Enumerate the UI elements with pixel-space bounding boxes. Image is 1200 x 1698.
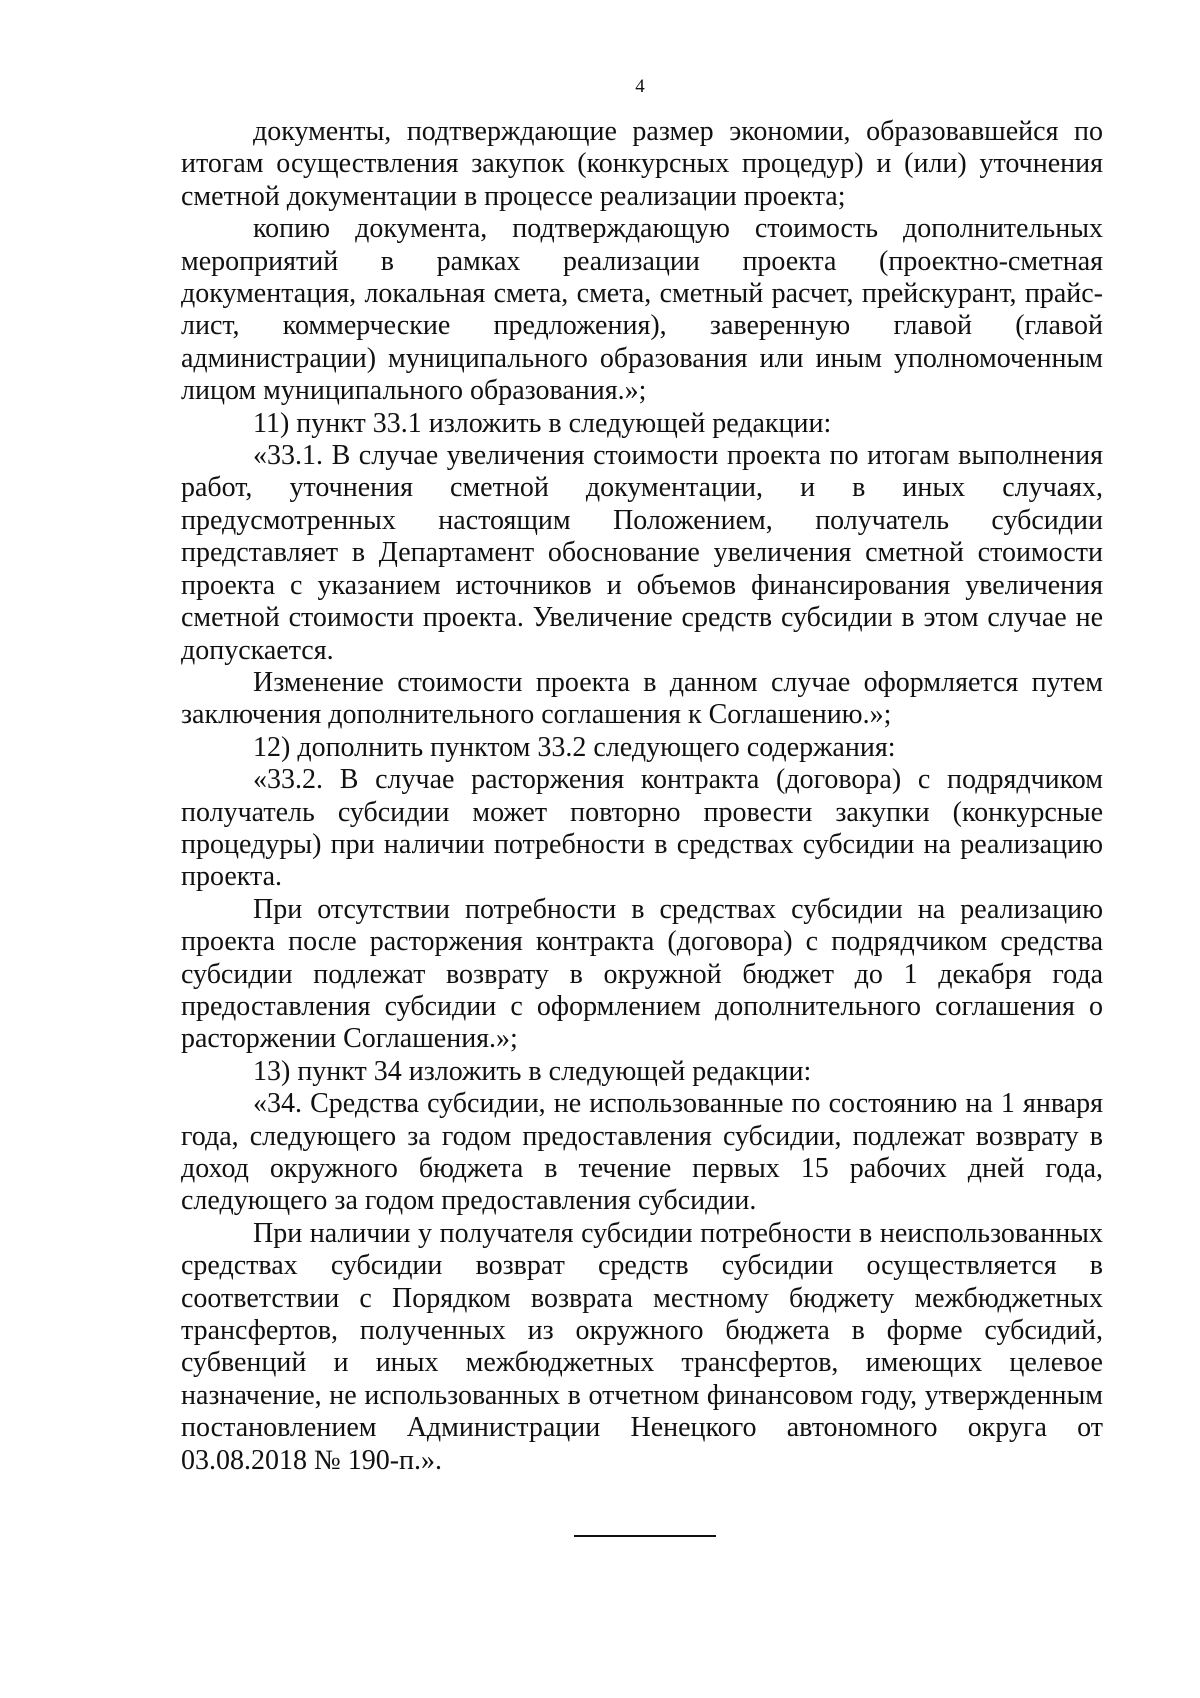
paragraph-amendment-13: 13) пункт 34 изложить в следующей редакции: [253, 1055, 812, 1087]
paragraph-clause-33-2-return: При отсутствии потребности в средствах субсидии на реализацию проекта после расторжения контракта (договора) с подрядчиком средства субсидии подлежат возврату в окружной бюджет до 1 декабря года предоставления субсидии с оформлением дополнительного соглашения о расторжении Соглашения.»; [181, 893, 1103, 1055]
paragraph-clause-33-2: «33.2. В случае расторжения контракта (договора) с подрядчиком получатель субсидии может повторно провести закупки (конкурсные процедуры) при наличии потребности в средствах субсидии на реализацию проекта. [181, 764, 1103, 893]
page-number: 4 [635, 76, 645, 97]
paragraph-clause-34-procedure: При наличии у получателя субсидии потребности в неиспользованных средствах субсидии возврат средств субсидии осуществляется в соответствии с Порядком возврата местному бюджету межбюджетных трансфертов, полученных из окружного бюджета в форме субсидий, субвенций и иных межбюджетных трансфертов, имеющих целевое назначение, не использованных в отчетном финансовом году, утвержденным постановлением Администрации Ненецкого автономного округа от 03.08.2018 № 190-п.». [181, 1217, 1103, 1476]
paragraph-clause-34: «34. Средства субсидии, не использованные по состоянию на 1 января года, следующего за годом предоставления субсидии, подлежат возврату в доход окружного бюджета в течение первых 15 рабочих дней года, следующего за годом предоставления субсидии. [181, 1088, 1103, 1217]
paragraph-clause-33-1-change: Изменение стоимости проекта в данном случае оформляется путем заключения дополнительного соглашения к Соглашению.»; [181, 666, 1103, 731]
end-of-document-rule [574, 1535, 716, 1537]
paragraph-savings-documents: документы, подтверждающие размер экономии, образовавшейся по итогам осуществления закупок (конкурсных процедур) и (или) уточнения сметной документации в процессе реализации проекта; [181, 116, 1103, 212]
paragraph-amendment-11: 11) пункт 33.1 изложить в следующей редакции: [253, 407, 832, 439]
paragraph-amendment-12: 12) дополнить пунктом 33.2 следующего содержания: [253, 731, 896, 763]
paragraph-clause-33-1: «33.1. В случае увеличения стоимости проекта по итогам выполнения работ, уточнения сметной документации, и в иных случаях, предусмотренных настоящим Положением, получатель субсидии представляет в Департамент обоснование увеличения сметной стоимости проекта с указанием источников и объемов финансирования увеличения сметной стоимости проекта. Увеличение средств субсидии в этом случае не допускается. [181, 440, 1103, 666]
paragraph-cost-document-copy: копию документа, подтверждающую стоимость дополнительных мероприятий в рамках реализации проекта (проектно-сметная документация, локальная смета, смета, сметный расчет, прейскурант, прайс-лист, коммерческие предложения), заверенную главой (главой администрации) муниципального образования или иным уполномоченным лицом муниципального образования.»; [181, 213, 1103, 407]
document-body [181, 116, 1103, 1477]
